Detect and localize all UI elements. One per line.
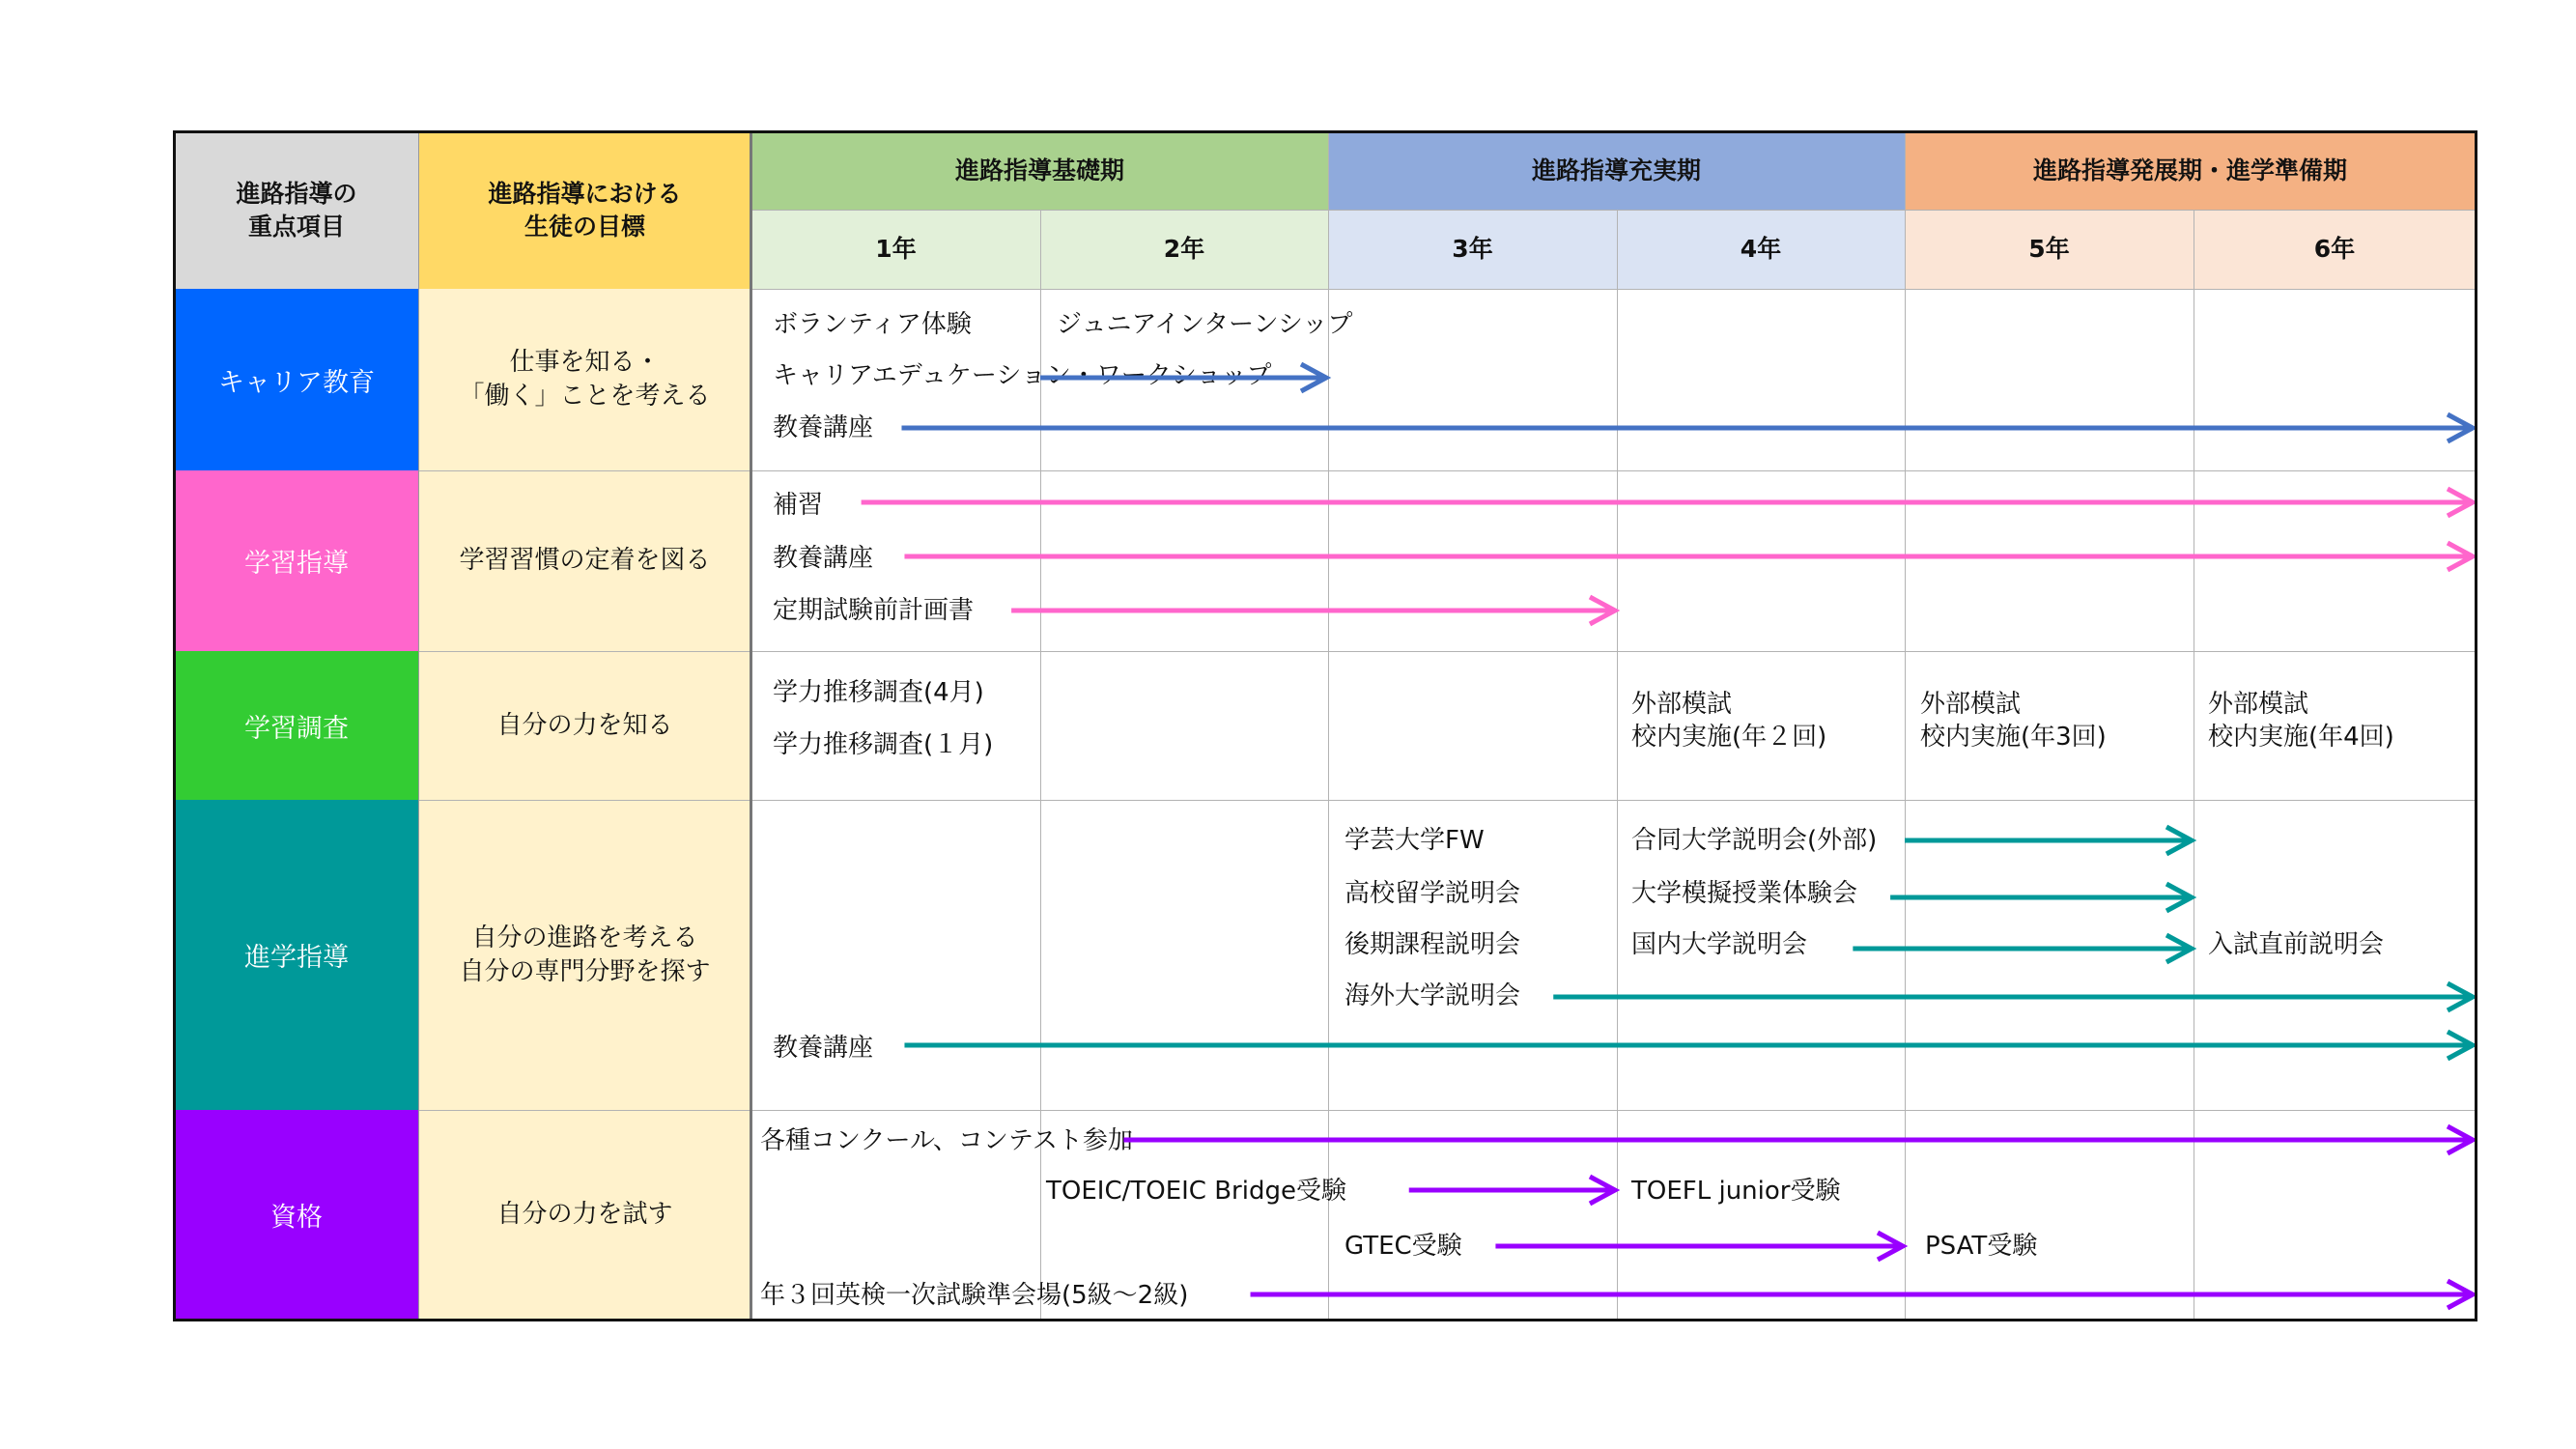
item-career-education-workshop: キャリアエデュケーション・ワークショップ [773,361,1272,390]
item-junior-internship: ジュニアインターンシップ [1057,310,1353,339]
item-pre-exam-study-plan: 定期試験前計画書 [773,596,975,625]
item-liberal-arts-lecture: 教養講座 [773,544,874,573]
period-header-advanced: 進路指導発展期・進学準備期 [1905,132,2476,210]
header-focus-items: 進路指導の 重点項目 [175,132,418,289]
year-header-5: 5年 [1905,210,2194,289]
item-liberal-arts-lecture: 教養講座 [773,1034,874,1063]
category-study-guidance: 学習指導 [175,470,418,651]
item-toeic-bridge-exam: TOEIC/TOEIC Bridge受験 [1046,1177,1346,1206]
item-mock-university-lecture: 大学模擬授業体験会 [1631,879,1858,908]
category-advancement-guidance: 進学指導 [175,800,418,1110]
period-header-full: 進路指導充実期 [1328,132,1905,210]
item-pre-entrance-exam-session: 入試直前説明会 [2208,930,2385,959]
item-psat-exam: PSAT受験 [1925,1232,2038,1261]
category-qualifications: 資格 [175,1110,418,1320]
item-joint-university-fair: 合同大学説明会(外部) [1631,826,1878,855]
item-external-mock-exam-year4: 外部模試 校内実施(年２回) [1631,690,1827,752]
goal-study-survey: 自分の力を知る [418,651,751,800]
year-header-1: 1年 [751,210,1040,289]
category-career-education: キャリア教育 [175,289,418,470]
item-supplementary-lessons: 補習 [773,491,824,520]
item-toefl-junior-exam: TOEFL junior受験 [1631,1177,1841,1206]
item-high-school-study-abroad-session: 高校留学説明会 [1345,879,1521,908]
goal-study-guidance: 学習習慣の定着を図る [418,470,751,651]
year-header-3: 3年 [1328,210,1617,289]
item-eiken-semi-venue: 年３回英検一次試験準会場(5級～2級) [760,1281,1189,1310]
item-contests-participation: 各種コンクール、コンテスト参加 [760,1126,1133,1155]
item-volunteer-experience: ボランティア体験 [773,310,972,339]
category-study-survey: 学習調査 [175,651,418,800]
item-achievement-survey-april: 学力推移調査(4月) [773,678,984,707]
year-header-6: 6年 [2194,210,2476,289]
header-student-goals: 進路指導における 生徒の目標 [418,132,751,289]
item-latter-course-session: 後期課程説明会 [1345,930,1521,959]
period-header-basic: 進路指導基礎期 [751,132,1328,210]
item-overseas-university-session: 海外大学説明会 [1345,981,1521,1010]
year-header-2: 2年 [1040,210,1328,289]
item-external-mock-exam-year5: 外部模試 校内実施(年3回) [1920,690,2107,752]
item-domestic-university-session: 国内大学説明会 [1631,930,1808,959]
item-liberal-arts-lecture: 教養講座 [773,413,874,442]
year-header-4: 4年 [1617,210,1905,289]
goal-qualifications: 自分の力を試す [418,1110,751,1320]
item-gakugei-university-fw: 学芸大学FW [1345,826,1485,855]
goal-career-education: 仕事を知る・ 「働く」ことを考える [418,289,751,470]
goal-advancement-guidance: 自分の進路を考える 自分の専門分野を探す [418,800,751,1110]
item-achievement-survey-january: 学力推移調査(１月) [773,730,994,759]
item-gtec-exam: GTEC受験 [1345,1232,1462,1261]
item-external-mock-exam-year6: 外部模試 校内実施(年4回) [2208,690,2394,752]
